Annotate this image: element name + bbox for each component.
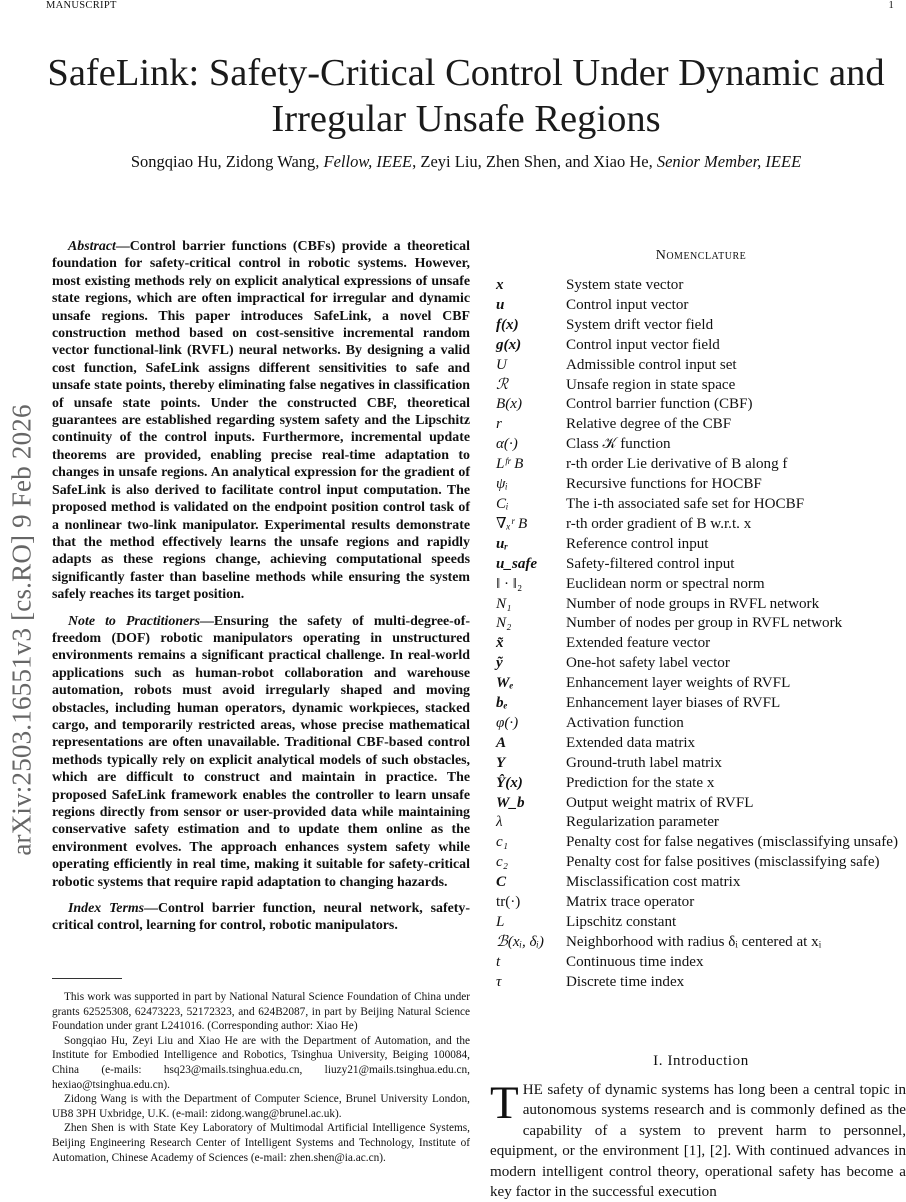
nomenclature-symbol: Ŷ(x) xyxy=(496,774,523,791)
nomenclature-row xyxy=(496,475,906,495)
nomenclature-description: Control barrier function (CBF) xyxy=(566,396,753,413)
nomenclature-symbol: α(·) xyxy=(496,436,518,453)
nomenclature-description: Recursive functions for HOCBF xyxy=(566,476,762,493)
nomenclature-symbol: τ xyxy=(496,973,502,990)
nomenclature-description: The i-th associated safe set for HOCBF xyxy=(566,495,805,512)
nomenclature-description: Safety-filtered control input xyxy=(566,555,735,572)
nomenclature-symbol: Wₑ xyxy=(496,675,514,692)
fellow-title: Fellow, IEEE xyxy=(323,152,413,171)
running-header-left: MANUSCRIPT xyxy=(46,0,117,11)
nomenclature-list xyxy=(496,276,906,993)
nomenclature-description: Enhancement layer weights of RVFL xyxy=(566,675,791,692)
index-terms-lead: Index Terms xyxy=(68,901,145,917)
dropcap: T xyxy=(490,1077,519,1129)
nomenclature-symbol: N₂ xyxy=(496,615,512,632)
author-list xyxy=(46,152,886,172)
nomenclature-symbol: ỹ xyxy=(496,655,503,672)
nomenclature-symbol: ℛ xyxy=(496,376,509,393)
nomenclature-section xyxy=(496,248,906,993)
nomenclature-description: Class 𝒦 function xyxy=(566,436,671,453)
arxiv-sidebar xyxy=(2,330,42,930)
index-terms xyxy=(52,900,470,935)
nomenclature-symbol: ℬ(xᵢ, δᵢ) xyxy=(496,933,544,950)
abstract-text: —Control barrier functions (CBFs) provide a theoretical foundation for safety-critical control in robotic systems. However, most existing methods rely on explicit analytical expressions of unsafe state regions, which are often impractical for irregular and dynamic unsafe regions. This paper introduces SafeLink, a novel CBF construction method based on cost-sensitive incremental random vector functional-link (RVFL) neural networks. By designing a valid cost function, SafeLink assigns different sensitivities to safe and unsafe state points, thereby eliminating false negatives in classification of unsafe state points. Under the constructed CBF, theoretical guarantees are established regarding system safety and the Lipschitz continuity of the control inputs. Furthermore, incremental update theorems are provided, enabling precise real-time adaptation to changes in unsafe regions. An analytical expression for the gradient of SafeLink is also derived to facilitate control input computation. The proposed method is validated on the endpoint position control task of a nonlinear two-link manipulator. Experimental results demonstrate that the method effectively learns the unsafe regions and rapidly adapts as these regions change, achieving computational speeds significantly faster than baseline methods while ensuring the system safely reaches its target position. xyxy=(52,239,470,603)
nomenclature-symbol: c₂ xyxy=(496,854,508,871)
nomenclature-description: r-th order gradient of B w.r.t. x xyxy=(566,515,752,532)
nomenclature-symbol: U xyxy=(496,356,507,373)
nomenclature-symbol: N₁ xyxy=(496,595,512,612)
authors-part-1: Songqiao Hu, Zidong Wang, xyxy=(130,152,324,171)
nomenclature-symbol: C xyxy=(496,874,507,891)
nomenclature-row xyxy=(496,575,906,595)
nomenclature-symbol: f(x) xyxy=(496,316,519,333)
nomenclature-symbol: Lᶠʳ B xyxy=(496,456,524,473)
nomenclature-row xyxy=(496,455,906,475)
note-to-practitioners xyxy=(52,613,470,892)
nomenclature-description: r-th order Lie derivative of B along f xyxy=(566,456,788,473)
nomenclature-description: Ground-truth label matrix xyxy=(566,754,722,771)
nomenclature-row xyxy=(496,495,906,515)
left-column xyxy=(52,238,470,935)
nomenclature-symbol: u_safe xyxy=(496,555,538,572)
nomenclature-symbol: ∇ₓʳ B xyxy=(496,515,528,532)
nomenclature-symbol: t xyxy=(496,953,501,970)
nomenclature-row xyxy=(496,913,906,933)
nomenclature-row xyxy=(496,853,906,873)
nomenclature-row xyxy=(496,973,906,993)
nomenclature-row xyxy=(496,634,906,654)
nomenclature-symbol: tr(·) xyxy=(496,894,521,911)
nomenclature-row xyxy=(496,395,906,415)
nomenclature-row xyxy=(496,833,906,853)
nomenclature-title: Nomenclature xyxy=(655,248,747,263)
introduction-heading: I. Introduction xyxy=(653,1053,749,1069)
nomenclature-row xyxy=(496,415,906,435)
nomenclature-row xyxy=(496,893,906,913)
nomenclature-description: Matrix trace operator xyxy=(566,894,695,911)
nomenclature-description: Euclidean norm or spectral norm xyxy=(566,575,765,592)
nomenclature-row xyxy=(496,933,906,953)
nomenclature-row xyxy=(496,336,906,356)
nomenclature-symbol: u xyxy=(496,296,505,313)
nomenclature-row xyxy=(496,873,906,893)
nomenclature-description: System drift vector field xyxy=(566,316,714,333)
nomenclature-symbol: B(x) xyxy=(496,396,522,413)
nomenclature-symbol: Y xyxy=(496,754,506,771)
nomenclature-row xyxy=(496,734,906,754)
footnotes xyxy=(52,990,470,1165)
nomenclature-description: Number of node groups in RVFL network xyxy=(566,595,820,612)
nomenclature-symbol: uᵣ xyxy=(496,535,508,552)
nomenclature-row xyxy=(496,595,906,615)
nomenclature-row xyxy=(496,376,906,396)
nomenclature-row xyxy=(496,614,906,634)
nomenclature-row xyxy=(496,276,906,296)
footnote-affiliation-3: Zhen Shen is with State Key Laboratory of Multimodal Artificial Intelligence Systems, Beijing Engineering Research Center of Intelligent Systems and Technology, Institute of Automation, Chinese Academy of Sciences (e-mail: zhen.shen@ia.ac.cn). xyxy=(52,1122,470,1164)
intro-first-word: HE xyxy=(522,1082,543,1098)
nomenclature-symbol: A xyxy=(496,734,507,751)
nomenclature-description: Relative degree of the CBF xyxy=(566,416,732,433)
paper-title: SafeLink: Safety-Critical Control Under Dynamic and Irregular Unsafe Regions xyxy=(47,52,885,140)
nomenclature-row xyxy=(496,694,906,714)
nomenclature-description: One-hot safety label vector xyxy=(566,655,730,672)
nomenclature-row xyxy=(496,296,906,316)
nomenclature-row xyxy=(496,674,906,694)
nomenclature-row xyxy=(496,754,906,774)
nomenclature-symbol: Cᵢ xyxy=(496,495,509,512)
arxiv-id: arXiv:2503.16551v3 [cs.RO] 9 Feb 2026 xyxy=(6,404,37,856)
nomenclature-description: Output weight matrix of RVFL xyxy=(566,794,754,811)
nomenclature-symbol: ψᵢ xyxy=(496,476,508,493)
practitioners-lead: Note to Practitioners xyxy=(68,613,201,629)
practitioners-text: —Ensuring the safety of multi-degree-of-freedom (DOF) robotic manipulators operating in unstructured environments remains a significant practical challenge. In real-world applications such as human-robot collaboration and warehouse automation, robots must avoid irregularly shaped and moving obstacles, including human operators, dynamic workpieces, stacked cargo, and temporarily restricted areas, whose precise mathematical representations are often unavailable. Traditional CBF-based control methods typically rely on explicit analytical models of such obstacles, which are difficult to construct and maintain in practice. The proposed SafeLink framework enables the controller to learn unsafe regions directly from sensor or user-provided data while maintaining conservative safety estimation and to update them online as the environment evolves. The approach enhances system safety while operating efficiently in real time, making it suitable for safety-critical robotic systems that require rapid adaptation to changing hazards. xyxy=(52,613,470,890)
nomenclature-symbol: bₑ xyxy=(496,695,508,712)
footnote-affiliation-1: Songqiao Hu, Zeyi Liu and Xiao He are with the Department of Automation, and the Institute for Embodied Intelligence and Robotics, Tsinghua University, Beiging 100084, China (e-mails: hsq23@mails.tsinghua.edu.cn, liuzy21@mails.tsinghua.edu.cn, hexiao@tsinghua.edu.cn). xyxy=(52,1034,470,1091)
nomenclature-row xyxy=(496,794,906,814)
nomenclature-symbol: L xyxy=(496,914,505,930)
footnote-affiliation-2: Zidong Wang is with the Department of Computer Science, Brunel University London, UB8 3PH Uxbridge, U.K. (e-mail: zidong.wang@brunel.ac.uk). xyxy=(52,1093,470,1120)
nomenclature-row xyxy=(496,535,906,555)
footnote-rule xyxy=(52,978,122,979)
nomenclature-symbol: x xyxy=(496,277,504,293)
intro-body: safety of dynamic systems has long been a central topic in autonomous systems research and is commonly defined as the capability of a system to prevent harm to personnel, equipment, or the environment [1], [2]. With continued advances in modern intelligent control theory, operational safety has become a key factor in the successful execution xyxy=(490,1082,906,1201)
nomenclature-row xyxy=(496,813,906,833)
authors-part-2: , Zeyi Liu, Zhen Shen, and Xiao He, xyxy=(412,152,657,171)
index-terms-text: —Control barrier function, neural network, safety-critical control, learning for control, robotic manipulators. xyxy=(52,901,470,934)
nomenclature-description: Control input vector field xyxy=(566,336,720,353)
nomenclature-description: Lipschitz constant xyxy=(566,914,677,930)
nomenclature-row xyxy=(496,555,906,575)
nomenclature-description: Neighborhood with radius δᵢ centered at xᵢ xyxy=(566,933,822,950)
nomenclature-description: Penalty cost for false negatives (misclassifying unsafe) xyxy=(566,834,898,851)
nomenclature-symbol: x̃ xyxy=(496,635,504,652)
nomenclature-symbol: W_b xyxy=(496,794,525,811)
nomenclature-symbol: g(x) xyxy=(496,336,522,353)
nomenclature-description: Prediction for the state x xyxy=(566,774,715,791)
nomenclature-description: System state vector xyxy=(566,277,684,293)
nomenclature-description: Number of nodes per group in RVFL network xyxy=(566,615,843,632)
nomenclature-symbol: c₁ xyxy=(496,834,508,851)
nomenclature-description: Discrete time index xyxy=(566,973,685,990)
nomenclature-row xyxy=(496,435,906,455)
introduction-text xyxy=(490,1077,906,1202)
nomenclature-description: Control input vector xyxy=(566,296,689,313)
nomenclature-row xyxy=(496,774,906,794)
nomenclature-row xyxy=(496,356,906,376)
nomenclature-symbol: φ(·) xyxy=(496,714,519,731)
nomenclature-row xyxy=(496,714,906,734)
page-number: 1 xyxy=(888,0,894,11)
nomenclature-description: Extended feature vector xyxy=(566,635,711,652)
nomenclature-row xyxy=(496,654,906,674)
nomenclature-row xyxy=(496,515,906,535)
nomenclature-symbol: ‖ · ‖₂ xyxy=(496,575,523,592)
abstract xyxy=(52,238,470,604)
nomenclature-description: Unsafe region in state space xyxy=(566,376,736,393)
nomenclature-row xyxy=(496,316,906,336)
footnote-funding: This work was supported in part by National Natural Science Foundation of China under grants 62525308, 62473223, 52172323, and 624B2087, in part by Beijing Natural Science Foundation under grant L241016. (Corresponding author: Xiao He) xyxy=(52,991,470,1033)
senior-member-title: Senior Member, IEEE xyxy=(656,152,802,171)
nomenclature-description: Activation function xyxy=(566,714,684,731)
nomenclature-symbol: λ xyxy=(496,814,503,831)
nomenclature-description: Extended data matrix xyxy=(566,734,696,751)
nomenclature-symbol: r xyxy=(496,416,502,433)
abstract-lead: Abstract xyxy=(68,239,116,254)
nomenclature-description: Continuous time index xyxy=(566,953,704,970)
nomenclature-description: Penalty cost for false positives (misclassifying safe) xyxy=(566,854,880,871)
nomenclature-description: Reference control input xyxy=(566,535,709,552)
nomenclature-description: Enhancement layer biases of RVFL xyxy=(566,695,781,712)
nomenclature-description: Misclassification cost matrix xyxy=(566,874,741,891)
nomenclature-row xyxy=(496,953,906,973)
nomenclature-description: Regularization parameter xyxy=(566,814,719,831)
nomenclature-description: Admissible control input set xyxy=(566,356,737,373)
